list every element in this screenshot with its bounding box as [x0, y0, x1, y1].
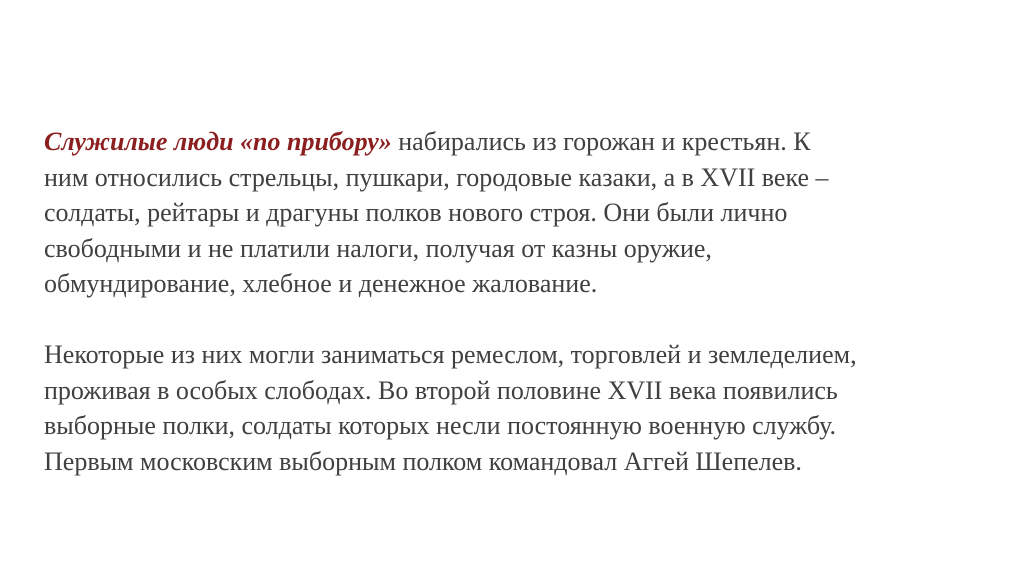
paragraph-2 — [44, 337, 994, 479]
paragraph-1-line-1: набирались из горожан и крестьян. К — [391, 127, 811, 156]
paragraph-1-line-3: солдаты, рейтары и драгуны полков нового строя. Они были лично — [44, 198, 788, 227]
paragraph-1-line-5: обмундирование, хлебное и денежное жалование. — [44, 269, 598, 298]
highlighted-term: Служилые люди «по прибору» — [44, 127, 392, 156]
paragraph-1 — [44, 124, 994, 302]
paragraph-1-line-2: ним относились стрельцы, пушкари, городовые казаки, а в XVII веке – — [44, 162, 829, 192]
content-text-block — [44, 124, 994, 479]
paragraph-2-line-3: выборные полки, солдаты которых несли постоянную военную службу. — [44, 411, 837, 440]
paragraph-2-line-2: проживая в особых слободах. Во второй половине XVII века появились — [44, 375, 838, 405]
paragraph-2-line-1: Некоторые из них могли заниматься ремеслом, торговлей и земледелием, — [44, 340, 857, 369]
paragraph-1-line-4: свободными и не платили налоги, получая от казны оружие, — [44, 233, 712, 263]
paragraph-2-line-4: Первым московским выборным полком командовал Аггей Шепелев. — [44, 446, 802, 476]
